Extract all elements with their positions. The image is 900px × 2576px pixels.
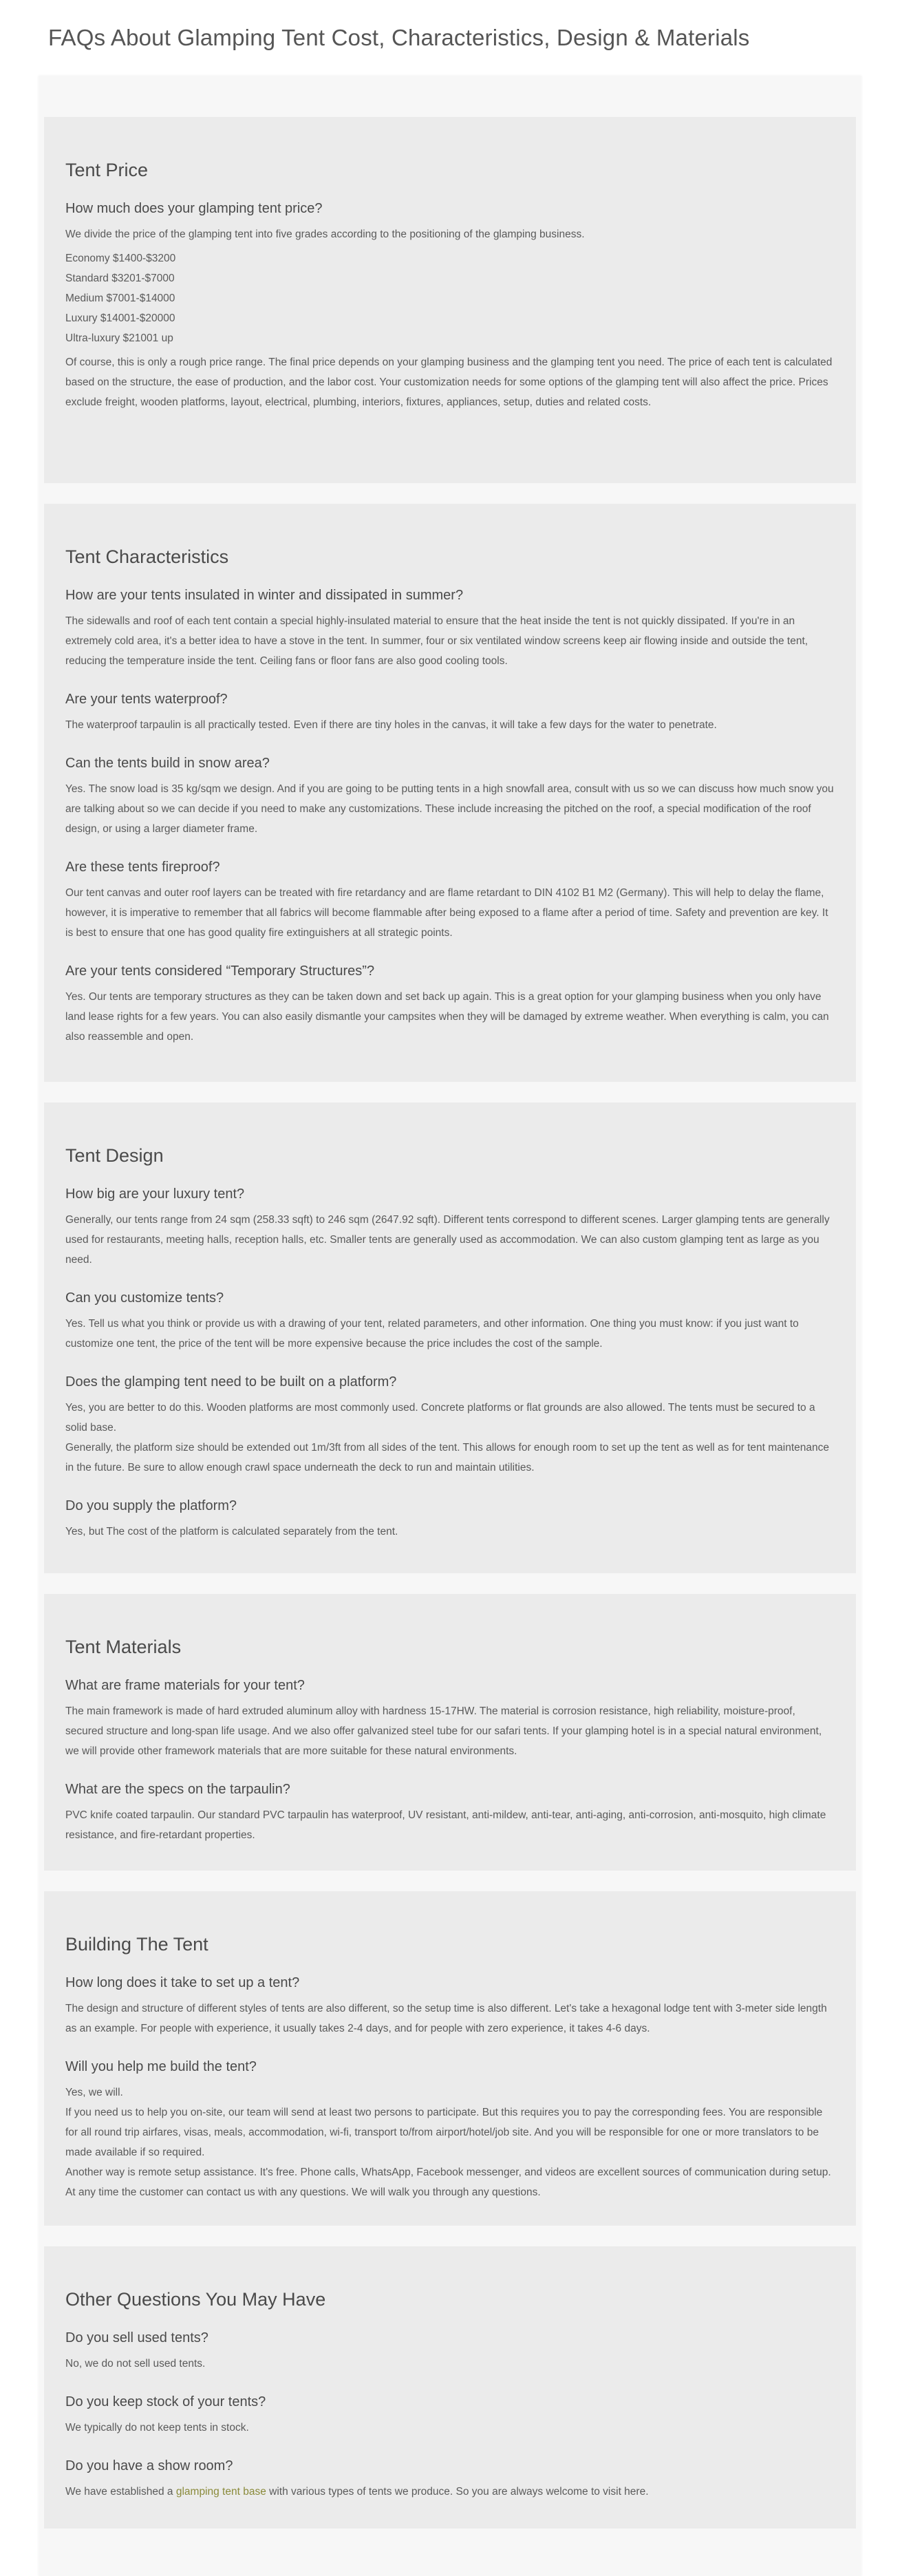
faq-question: How are your tents insulated in winter and dissipated in summer?: [65, 588, 464, 603]
faq-item: [65, 1185, 835, 1270]
faq-item: [65, 1373, 835, 1478]
faq-item: [65, 2058, 835, 2202]
section-title: Tent Price: [65, 160, 149, 180]
faq-answer: Yes. Tell us what you think or provide us with a drawing of your tent, related parameters, and other information. One thing you must know: if you just want to customize one tent, the price of the tent will be more expensive because the price includes the cost of the sample.: [65, 1318, 799, 1350]
faq-item: [65, 2393, 835, 2438]
faq-item: [65, 858, 835, 943]
faq-item: [65, 690, 835, 735]
faq-answer: Yes, you are better to do this. Wooden platforms are most commonly used. Concrete platforms or flat grounds are also allowed. The tents must be secured to a solid base.: [65, 1402, 815, 1434]
price-list: [65, 248, 835, 348]
faq-answer: Our tent canvas and outer roof layers can be treated with fire retardancy and are flame retardant to DIN 4102 B1 M2 (Germany). This will help to delay the flame, however, it is imperative to remember that all fabrics will become flammable after being exposed to a flame after a period of time. Safety and prevention are key. It is best to ensure that one has good quality fire extinguishers at all strategic points.: [65, 887, 828, 939]
section-title: Tent Design: [65, 1145, 164, 1166]
faq-answer: [65, 2482, 835, 2502]
faq-container: [39, 76, 861, 2576]
faq-question: What are the specs on the tarpaulin?: [65, 1782, 290, 1797]
faq-answer: Yes, we will.: [65, 2087, 123, 2098]
faq-question: Do you have a show room?: [65, 2458, 233, 2473]
faq-question: Are your tents waterproof?: [65, 692, 228, 707]
price-grade: Economy $1400-$3200: [65, 253, 176, 264]
faq-item: [65, 1974, 835, 2039]
faq-answer: The sidewalls and roof of each tent contain a special highly-insulated material to ensure that the heat inside the tent is not quickly dissipated. If you're in an extremely cold area, it's a better idea to have a stove in the tent. In summer, four or six ventilated window screens keep air flowing inside and outside the tent, reducing the temperature inside the tent. Ceiling fans or floor fans are also good cooling tools.: [65, 615, 808, 667]
faq-question: Can the tents build in snow area?: [65, 756, 270, 771]
answer-text: We have established a: [65, 2486, 176, 2498]
glamping-tent-base-link[interactable]: glamping tent base: [175, 2486, 266, 2498]
section-building-the-tent: [44, 1891, 856, 2226]
faq-question: Can you customize tents?: [65, 1290, 224, 1306]
faq-answer: Of course, this is only a rough price range. The final price depends on your glamping business and the glamping tent you need. The price of each tent is calculated based on the structure, the ease of production, and the labor cost. Your customization needs for some options of the glamping tent will also affect the price. Prices exclude freight, wooden platforms, layout, electrical, plumbing, interiors, fixtures, appliances, setup, duties and related costs.: [65, 356, 833, 408]
section-title: Tent Materials: [65, 1637, 182, 1657]
faq-item: [65, 1780, 835, 1845]
faq-question: Do you sell used tents?: [65, 2330, 208, 2345]
faq-question: Does the glamping tent need to be built on a platform?: [65, 1374, 397, 1390]
faq-item: [65, 2457, 835, 2502]
faq-item: [65, 586, 835, 671]
section-title: Other Questions You May Have: [65, 2289, 326, 2310]
price-grade: Ultra-luxury $21001 up: [65, 332, 173, 344]
faq-question: Are these tents fireproof?: [65, 860, 220, 875]
faq-answer: Yes. The snow load is 35 kg/sqm we design. And if you are going to be putting tents in a high snowfall area, consult with us so we can discuss how much snow you are talking about so we can decide if you need to make any customizations. These include increasing the pitched on the roof, a special modification of the roof design, or using a larger diameter frame.: [65, 783, 834, 835]
faq-answer: We typically do not keep tents in stock.: [65, 2422, 249, 2434]
faq-question: How big are your luxury tent?: [65, 1186, 245, 1202]
section-title: Tent Characteristics: [65, 546, 229, 567]
section-tent-materials: [44, 1594, 856, 1871]
answer-text: with various types of tents we produce. So you are always welcome to visit here.: [266, 2486, 649, 2498]
faq-answer: Generally, our tents range from 24 sqm (258.33 sqft) to 246 sqm (2647.92 sqft). Different tents correspond to different scenes. Larger glamping tents are generally used for restaurants, meeting halls, reception halls, etc. Smaller tents are generally used as accommodation. We can also custom glamping tent as large as you need.: [65, 1214, 830, 1266]
faq-item: [65, 962, 835, 1047]
faq-item: [65, 754, 835, 839]
section-tent-price: [44, 117, 856, 483]
faq-question: Will you help me build the tent?: [65, 2059, 257, 2074]
price-grade: Standard $3201-$7000: [65, 273, 175, 284]
faq-answer: Generally, the platform size should be extended out 1m/3ft from all sides of the tent. This allows for enough room to set up the tent as well as for tent maintenance in the future. Be sure to allow enough crawl space underneath the deck to run and maintain utilities.: [65, 1442, 830, 1473]
faq-answer: No, we do not sell used tents.: [65, 2358, 206, 2370]
faq-question: How long does it take to set up a tent?: [65, 1975, 300, 1990]
page-title: FAQs About Glamping Tent Cost, Characteristics, Design & Materials: [48, 25, 750, 50]
faq-answer: The main framework is made of hard extruded aluminum alloy with hardness 15-17HW. The material is corrosion resistance, high reliability, moisture-proof, secured structure and long-span life usage. And we also offer galvanized steel tube for our safari tents. If your glamping hotel is in a special natural environment, we will provide other framework materials that are more suitable for these natural environments.: [65, 1705, 822, 1757]
faq-answer: Yes, but The cost of the platform is calculated separately from the tent.: [65, 1526, 398, 1537]
faq-item: [65, 200, 835, 412]
faq-item: [65, 1676, 835, 1761]
faq-answer: The waterproof tarpaulin is all practically tested. Even if there are tiny holes in the canvas, it will take a few days for the water to penetrate.: [65, 719, 717, 731]
section-tent-design: [44, 1103, 856, 1573]
faq-answer: We divide the price of the glamping tent into five grades according to the positioning of the glamping business.: [65, 228, 585, 240]
faq-answer: Another way is remote setup assistance. It's free. Phone calls, WhatsApp, Facebook messenger, and videos are excellent sources of communication during setup. At any time the customer can contact us with any questions. We will walk you through any questions.: [65, 2167, 831, 2198]
faq-answer: If you need us to help you on-site, our team will send at least two persons to participate. But this requires you to pay the corresponding fees. You are responsible for all round trip airfares, visas, meals, accommodation, wi-fi, transport to/from airport/hotel/job site. And you will be responsible for one or more translators to be made available if so required.: [65, 2107, 823, 2158]
section-other-questions: [44, 2246, 856, 2529]
price-grade: Medium $7001-$14000: [65, 292, 175, 304]
faq-question: What are frame materials for your tent?: [65, 1678, 305, 1693]
section-tent-characteristics: [44, 504, 856, 1082]
section-title: Building The Tent: [65, 1934, 208, 1955]
faq-answer: The design and structure of different styles of tents are also different, so the setup time is also different. Let's take a hexagonal lodge tent with 3-meter side length as an example. For people with experience, it usually takes 2-4 days, and for people with zero experience, it takes 4-6 days.: [65, 2003, 827, 2034]
faq-question: How much does your glamping tent price?: [65, 201, 323, 216]
faq-item: [65, 1497, 835, 1542]
faq-item: [65, 1289, 835, 1354]
faq-item: [65, 2329, 835, 2374]
price-grade: Luxury $14001-$20000: [65, 312, 175, 324]
faq-answer: Yes. Our tents are temporary structures as they can be taken down and set back up again. This is a great option for your glamping business when you only have land lease rights for a few years. You can also easily dismantle your campsites when they will be damaged by extreme weather. When everything is calm, you can also reassemble and open.: [65, 991, 829, 1043]
faq-question: Do you keep stock of your tents?: [65, 2394, 266, 2409]
faq-question: Do you supply the platform?: [65, 1498, 237, 1513]
faq-answer: PVC knife coated tarpaulin. Our standard PVC tarpaulin has waterproof, UV resistant, anti-mildew, anti-tear, anti-aging, anti-corrosion, anti-mosquito, high climate resistance, and fire-retardant properties.: [65, 1809, 826, 1841]
faq-question: Are your tents considered “Temporary Structures”?: [65, 964, 375, 979]
